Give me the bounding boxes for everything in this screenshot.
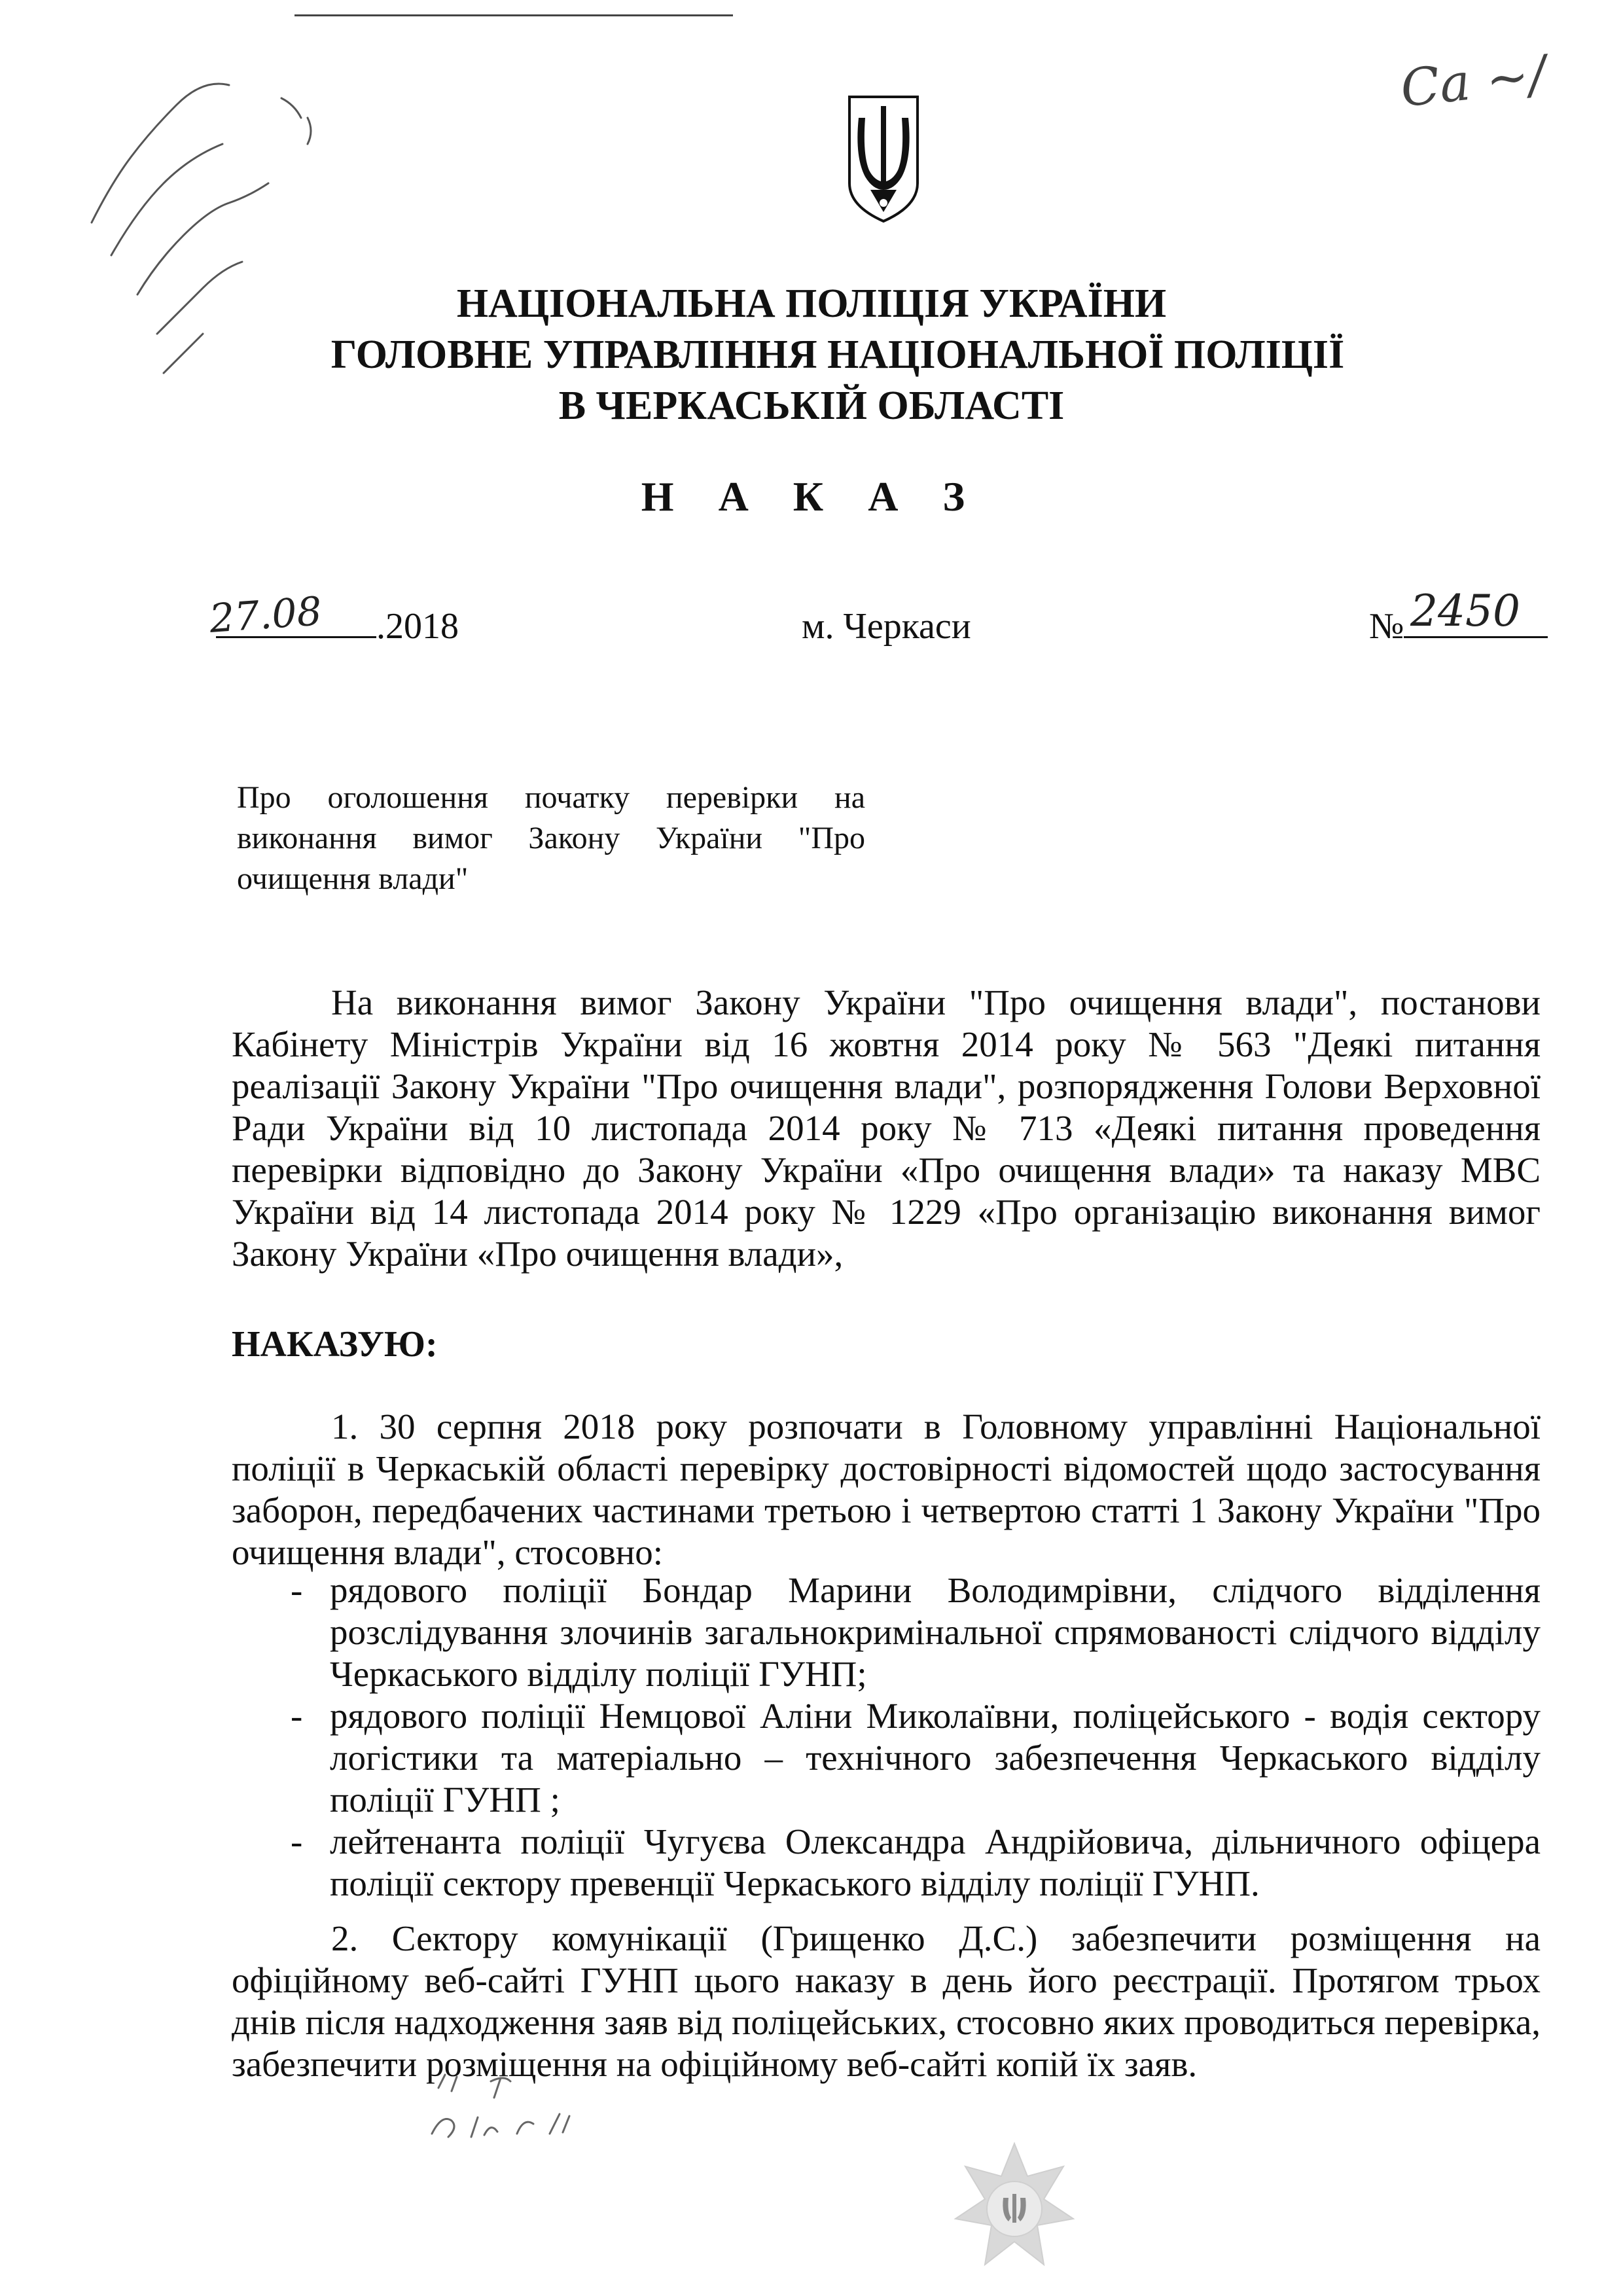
document-city: м. Черкаси	[802, 606, 971, 647]
bullet-dash: -	[291, 1821, 303, 1861]
police-star-emblem-icon	[952, 2140, 1077, 2271]
document-type-title: Н А К А З	[641, 473, 982, 520]
list-item-text: рядового поліції Бондар Марини Володимрівни, слідчого відділення розслідування злочинів загальнокримінальної спрямованості слідчого відділу Черкаського відділу поліції ГУНП;	[330, 1570, 1541, 1694]
org-name-line-2: ГОЛОВНЕ УПРАВЛІННЯ НАЦІОНАЛЬНОЇ ПОЛІЦІЇ	[330, 332, 1345, 377]
scan-line	[294, 14, 661, 16]
date-year: .2018	[376, 606, 459, 647]
document-subject: Про оголошення початку перевірки на виконання вимог Закону України "Про очищення влади"	[237, 780, 865, 896]
handwritten-number: 2450	[1410, 586, 1520, 636]
handwritten-mark: Са ~/	[1397, 45, 1549, 119]
bullet-dash: -	[291, 1570, 303, 1610]
order-item-2-text: 2. Сектору комунікації (Грищенко Д.С.) забезпечити розміщення на офіційному веб-сайті ГУНП цього наказу в день його реєстрації. Протягом трьох днів після надходження заяв від поліцейських, стосовно яких проводиться перевірка, забезпечити розміщення на офіційному веб-сайті копій їх заяв.	[232, 1918, 1541, 2084]
list-item	[232, 1695, 1541, 1821]
org-name-line-3: В ЧЕРКАСЬКІЙ ОБЛАСТІ	[558, 384, 1065, 428]
list-item-text: лейтенанта поліції Чугуєва Олександра Андрійовича, дільничного офіцера поліції сектору превенції Черкаського відділу поліції ГУНП.	[330, 1821, 1541, 1903]
preamble-text: На виконання вимог Закону України "Про очищення влади", постанови Кабінету Міністрів України від 16 жовтня 2014 року № 563 "Деякі питання реалізації Закону України "Про очищення влади", розпорядження Голови Верховної Ради України від 10 листопада 2014 року № 713 «Деякі питання проведення перевірки відповідно до Закону України «Про очищення влади» та наказу МВС України від 14 листопада 2014 року № 1229 «Про організацію виконання вимог Закону України «Про очищення влади»,	[232, 982, 1541, 1274]
order-item-2	[232, 1918, 1541, 2085]
preamble-paragraph	[232, 982, 1541, 1275]
order-heading: НАКАЗУЮ:	[232, 1324, 438, 1365]
list-item	[232, 1821, 1541, 1905]
order-item-1-text: 1. 30 серпня 2018 року розпочати в Головному управлінні Національної поліції в Черкаській області перевірку достовірності відомостей щодо застосування заборон, передбачених частинами третьою і четвертою статті 1 Закону України "Про очищення влади", стосовно:	[232, 1407, 1541, 1572]
org-name-line-1: НАЦІОНАЛЬНА ПОЛІЦІЯ УКРАЇНИ	[456, 281, 1167, 326]
bullet-list	[232, 1570, 1541, 1905]
scan-line	[654, 14, 733, 16]
number-sign: №	[1369, 606, 1404, 647]
handwritten-date: 27.08	[207, 588, 324, 642]
list-item	[232, 1570, 1541, 1695]
coat-of-arms-icon	[844, 92, 923, 226]
list-item-text: рядового поліції Немцової Аліни Миколаївни, поліцейського - водія сектору логістики та матеріально – технічного забезпечення Черкаського відділу поліції ГУНП ;	[330, 1696, 1541, 1820]
order-item-1	[232, 1406, 1541, 1573]
bullet-dash: -	[291, 1696, 303, 1736]
handwritten-initials-image	[419, 2062, 615, 2153]
